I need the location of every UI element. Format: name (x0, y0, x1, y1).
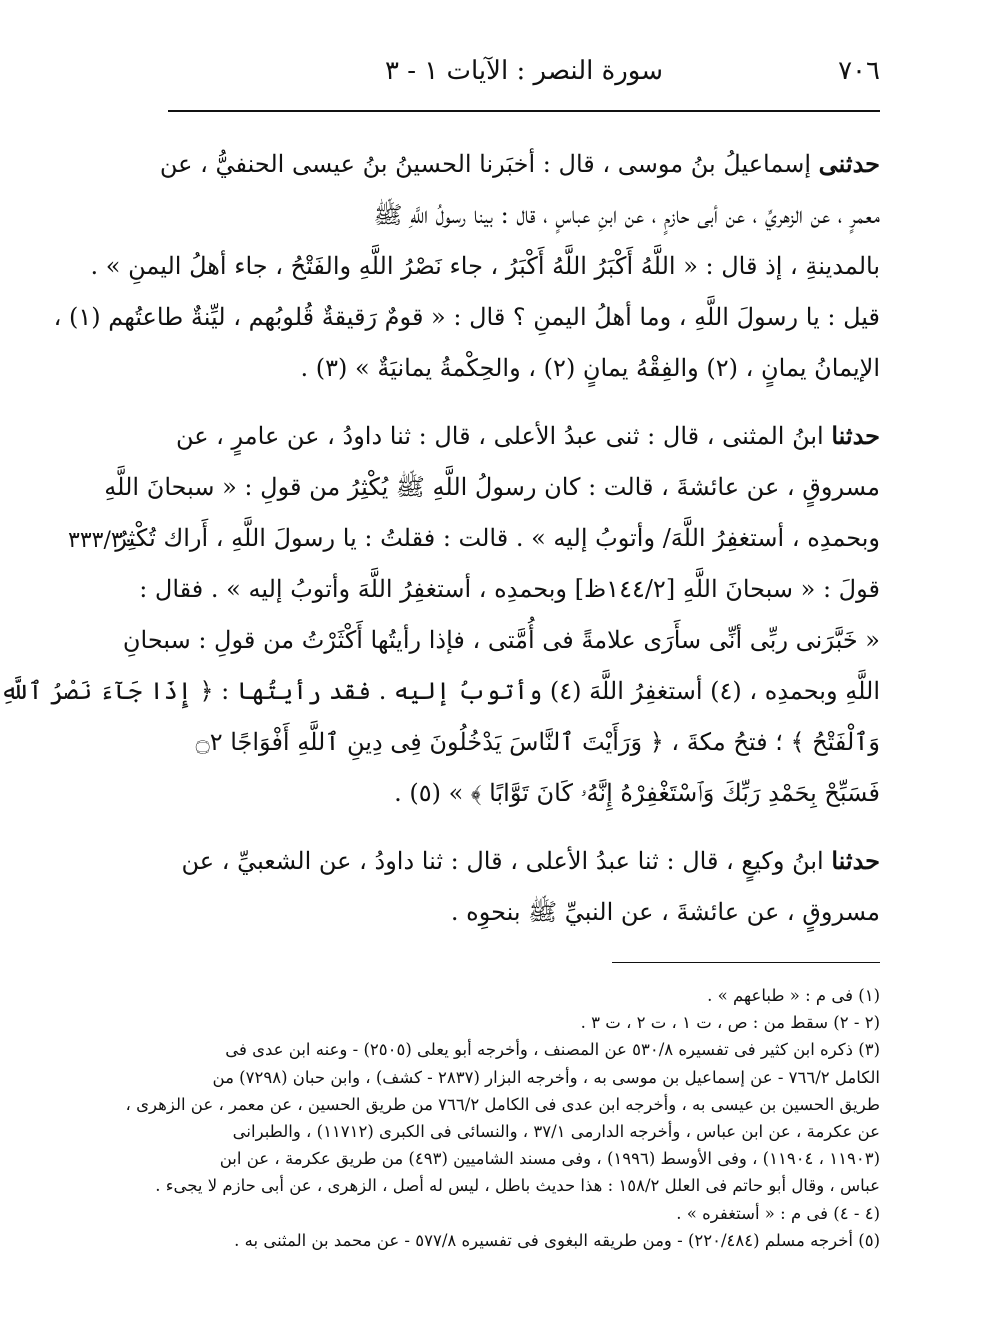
footnote-1: (١) فى م : « طباعهم » . (707, 986, 880, 1005)
paragraph-lead: حدثنا (831, 421, 880, 450)
text-line: حدثنى إسماعيلُ بنُ موسى ، قال : أخبَرنا الحسينُ بنُ عيسى الحنفيُّ ، عن (159, 149, 880, 178)
text-line: حدثنا ابنُ المثنى ، قال : ثنى عبدُ الأعلى ، قال : ثنا داودُ ، عن عامرٍ ، عن (175, 421, 880, 450)
text-line: مسروقٍ ، عن عائشةَ ، قالت : كان رسولُ اللَّهِ ﷺ يُكْثِرُ من قولِ : « سبحانَ اللَّهِ (104, 473, 880, 501)
header-rule (168, 110, 880, 112)
paragraph-1 (53, 138, 880, 394)
margin-reference: ٣٣٣/٣٠ (68, 528, 135, 553)
running-title: سورة النصر : الآيات ١ - ٣ (384, 56, 664, 86)
footnote-3-cont: (١١٩٠٣ ، ١١٩٠٤) ، وفى الأوسط (١٩٩٦) ، وفى مسند الشاميين (٤٩٣) من طريق عكرمة ، عن ابن (219, 1149, 880, 1169)
footnote-4: (٤ - ٤) فى م : « أستغفره » . (676, 1203, 880, 1223)
text-line: مسروقٍ ، عن عائشةَ ، عن النبيِّ ﷺ بنحوِه . (450, 898, 880, 926)
footnote-3-cont: الكامل ٧٦٦/٢ - عن إسماعيل بن موسى به ، وأخرجه البزار (٢٨٣٧ - كشف) ، وابن حبان (٧٢٩٨) من (212, 1067, 880, 1087)
footnote-3: (٣) ذكره ابن كثير فى تفسيره ٥٣٠/٨ عن المصنف ، وأخرجه أبو يعلى (٢٥٠٥) - وعنه ابن عدى فى (225, 1040, 880, 1060)
quran-verse-line: فَسَبِّحْ بِحَمْدِ رَبِّكَ وَٱسْتَغْفِرْهُ إِنَّهُۥ كَانَ تَوَّابًا ﴾ » (٥) . (394, 779, 880, 807)
text-line: قولَ : « سبحانَ اللَّهِ [١٤٤/٢ظ] وبحمدِه ، أستغفِرُ اللَّهَ وأتوبُ إليه » . فقال : (139, 575, 880, 603)
footnote-3-cont: عباس ، وقال أبو حاتم فى العلل ١٥٨/٢ : هذا حديث باطل ، ليس له أصل ، الزهرى ، عن أبى حازم لا يجىء . (155, 1176, 880, 1196)
footnotes (125, 982, 880, 1254)
text-line: معمرٍ ، عن الزهريِّ ، عن أبى حازمٍ ، عن ابنِ عباسٍ ، قال : بينا رسولُ اللَّهِ ﷺ (373, 201, 880, 229)
page-header (168, 56, 880, 96)
page-number: ٧٠٦ (838, 56, 880, 86)
text-line: حدثنا ابنُ وكيعٍ ، قال : ثنا عبدُ الأعلى ، قال : ثنا داودُ ، عن الشعبيِّ ، عن (181, 846, 880, 875)
footnote-3-cont: عن عكرمة ، عن ابن عباس ، وأخرجه الدارمى ٣٧/١ ، والنسائى فى الكبرى (١١٧١٢) ، والطبرانى (232, 1122, 880, 1142)
paragraph-3 (168, 835, 880, 938)
footnote-rule (612, 962, 880, 963)
text-line: قيل : يا رسولَ اللَّهِ ، وما أهلُ اليمنِ ؟ قال : « قومٌ رَقيقةٌ قُلوبُهم ، ليِّنةٌ طاعتُهم (١) ، (53, 303, 880, 331)
paragraph-lead: حدثنى (818, 149, 880, 178)
quran-verse-line: وَٱلْفَتْحُ ﴾ ؛ فتحُ مكةَ ، ﴿ وَرَأَيْتَ ٱلنَّاسَ يَدْخُلُونَ فِى دِينِ ٱللَّهِ أَفْوَاجًا ۝٢ (195, 728, 880, 756)
text-line: اللَّهِ وبحمدِه ، (٤) أستغفِرُ اللَّهَ (٤) وأتوبُ إليه . فقد رأيتُها : ﴿ إِذَا جَآءَ نَصْرُ ٱللَّهِ (0, 677, 880, 705)
text-line: الإيمانُ يمانٍ ، (٢) والفِقْهُ يمانٍ (٢) ، والحِكْمةُ يمانيَةٌ » (٣) . (300, 354, 880, 382)
footnote-2: (٢ - ٢) سقط من : ص ، ت ١ ، ت ٢ ، ت ٣ . (580, 1013, 880, 1033)
footnote-5: (٥) أخرجه مسلم (٢٢٠/٤٨٤) - ومن طريقه البغوى فى تفسيره ٥٧٧/٨ - عن محمد بن المثنى به . (234, 1230, 880, 1250)
text-line: « خَبَّرَنى ربِّى أنِّى سأَرَى علامةً فى أُمَّتى ، فإذا رأيتُها أَكْثَرْتُ من قولِ : سبحانِ (122, 626, 880, 654)
text-line: بالمدينةِ ، إذ قال : « اللَّهُ أَكْبَرُ اللَّهُ أَكْبَرُ ، جاء نَصْرُ اللَّهِ والفَتْحُ ، جاء أهلُ اليمنِ » . (90, 252, 880, 280)
text-line: وبحمدِه ، أستغفِرُ اللَّهَ/ وأتوبُ إليه » . قالت : فقلتُ : يا رسولَ اللَّهِ ، أَراك تُكْثِرُ (115, 524, 880, 552)
footnote-3-cont: طريق الحسين بن عيسى به ، وأخرجه ابن عدى فى الكامل ٧٦٦/٢ من طريق الحسين ، عن معمر ، عن الزهرى ، (125, 1094, 880, 1114)
paragraph-lead: حدثنا (831, 846, 880, 875)
